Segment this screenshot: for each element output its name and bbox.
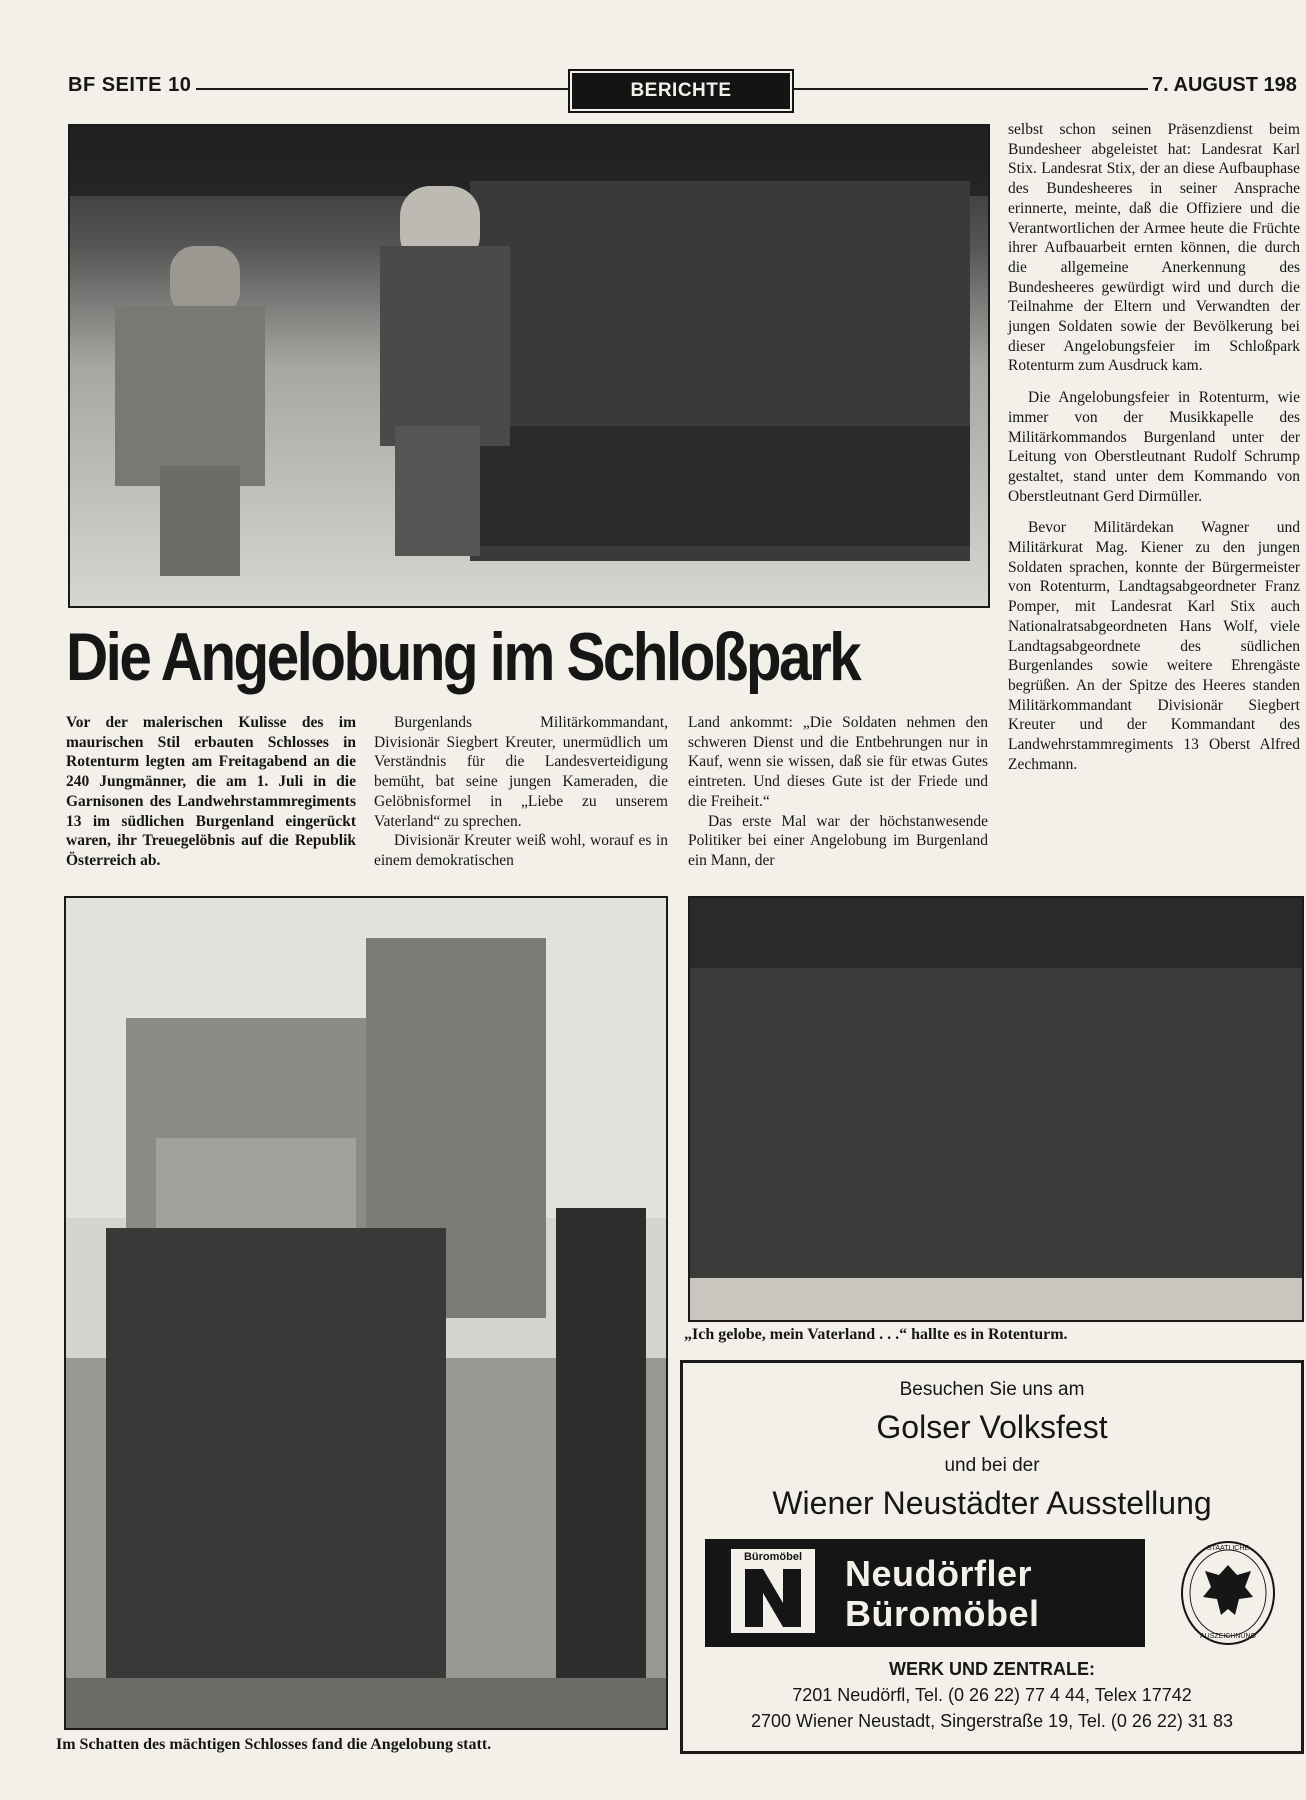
ad-brand-banner	[705, 1539, 1145, 1647]
column-2-paragraph-2: Divisionär Kreuter weiß wohl, worauf es in einem demokratischen	[374, 832, 668, 869]
headline: Die Angelobung im Schloßpark	[66, 619, 860, 695]
column-4-paragraph-3: Bevor Militärdekan Wagner und Militärkurat Mag. Kiener zu den jungen Soldaten sprachen, konnte der Bürgermeister von Rotenturm, Landtagsabgeordneter Franz Pomper, mit Landesrat Karl Stix auch Nationalratsabgeordneten Hans Wolf, viele Landtagsabgeordnete des südlichen Burgenlandes sowie weitere Ehrengäste begrüßen. An der Spitze des Heeres standen Militärkommandant Divisionär Siegbert Kreuter und der Kommandant des Landwehrstammregiments 13 Oberst Alfred Zechmann.	[1008, 519, 1300, 773]
brand-name-1: Neudörfler	[845, 1553, 1033, 1594]
header-rule-left	[196, 88, 568, 90]
column-2	[374, 713, 668, 871]
page-label: BF SEITE 10	[68, 74, 192, 96]
column-2-paragraph-1: Burgenlands Militärkommandant, Divisionär Siegbert Kreuter, unermüdlich um Verständnis für die Landesverteidigung bemüht, bat seine jungen Kameraden, die Gelöbnisformel in „Liebe zu unserem Vaterland“ zu sprechen.	[374, 714, 668, 830]
photo-review-troops	[68, 124, 990, 608]
column-3	[688, 713, 988, 871]
column-4-paragraph-1: selbst schon seinen Präsenzdienst beim Bundesheer abgeleistet hat: Landesrat Karl Stix. Landesrat Stix, der an diese Aufbauphase des Bundesheeres in seiner Ansprache erinnerte, meinte, daß die Offiziere und die Verantwortlichen der Armee heute die Früchte ihrer Aufbauarbeit ernten können, die durch die allgemeine Anerkennung des Bundesheeres gewürdigt wird und durch die Teilnahme der Eltern und Verwandten der jungen Soldaten sowie der Bevölkerung bei dieser Angelobungsfeier im Schloßpark Rotenturm zum Ausdruck kam.	[1008, 121, 1300, 375]
brand-logo-text: Büromöbel	[743, 1551, 803, 1563]
ad-werk-heading: WERK UND ZENTRALE:	[889, 1659, 1095, 1679]
column-4	[1008, 120, 1300, 775]
column-1-lead	[66, 713, 356, 871]
section-badge: BERICHTE	[572, 73, 790, 109]
caption-soldiers: „Ich gelobe, mein Vaterland . . .“ hallte es in Rotenturm.	[684, 1326, 1068, 1343]
advertisement	[680, 1360, 1304, 1754]
column-3-paragraph-2: Das erste Mal war der höchstanwesende Politiker bei einer Angelobung im Burgenland ein Mann, der	[688, 812, 988, 869]
brand-logo	[731, 1549, 815, 1633]
ad-event-2: Wiener Neustädter Ausstellung	[772, 1485, 1212, 1521]
state-award-seal	[1179, 1539, 1277, 1647]
lead-paragraph: Vor der malerischen Kulisse des im maurischen Stil erbauten Schlosses in Rotenturm legten am Freitagabend an die 240 Jungmänner, die am 1. Juli in die Garnisonen des Landwehrstammregiments 13 im südlichen Burgenland eingerückt waren, ihr Treuegelöbnis auf die Republik Österreich ab.	[66, 714, 356, 869]
ad-address-2: 2700 Wiener Neustadt, Singerstraße 19, Tel. (0 26 22) 31 83	[751, 1711, 1233, 1731]
brand-name-2: Büromöbel	[845, 1593, 1040, 1634]
ad-connector: und bei der	[944, 1455, 1040, 1476]
issue-date: 7. AUGUST 198	[1152, 74, 1297, 96]
photo-castle-ceremony	[64, 896, 668, 1730]
n-logo-icon	[745, 1569, 801, 1627]
eagle-seal-icon	[1179, 1539, 1277, 1647]
header-rule-right	[794, 88, 1148, 90]
column-4-paragraph-2: Die Angelobungsfeier in Rotenturm, wie immer von der Musikkapelle des Militärkommandos Burgenland unter der Leitung von Oberstleutnant Rudolf Schrump gestaltet, stand unter dem Kommando von Oberstleutnant Gerd Dirmüller.	[1008, 389, 1300, 505]
ad-invite: Besuchen Sie uns am	[899, 1379, 1085, 1400]
seal-bottom-text: AUSZEICHNUNG	[1199, 1633, 1256, 1640]
seal-top-text: STAATLICHE	[1206, 1545, 1250, 1552]
ad-address-1: 7201 Neudörfl, Tel. (0 26 22) 77 4 44, Telex 17742	[792, 1685, 1192, 1705]
caption-castle: Im Schatten des mächtigen Schlosses fand die Angelobung statt.	[56, 1736, 492, 1753]
photo-soldiers-oath	[688, 896, 1304, 1322]
column-3-paragraph-1: Land ankommt: „Die Soldaten nehmen den schweren Dienst und die Entbehrungen nur in Kauf, wenn sie wissen, daß sie für etwas Gutes eintreten. Und dieses Gute ist der Friede und die Freiheit.“	[688, 714, 988, 810]
ad-event-1: Golser Volksfest	[876, 1409, 1108, 1445]
